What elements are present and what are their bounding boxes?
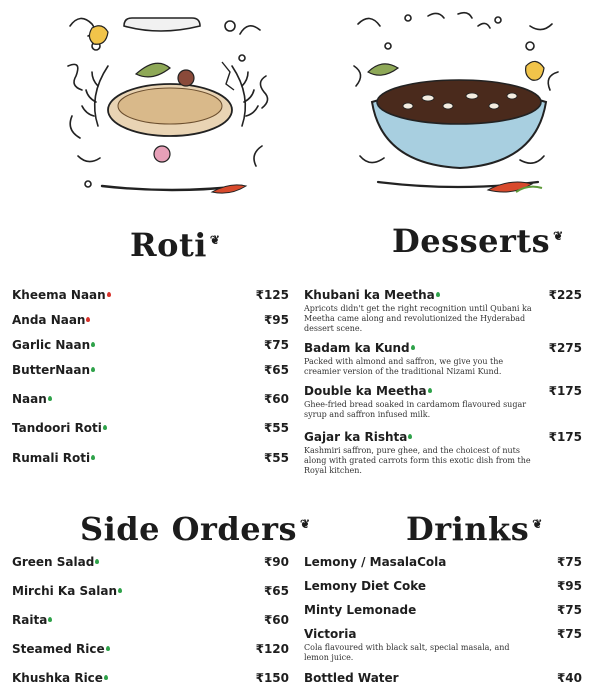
nonveg-indicator-icon (107, 292, 111, 297)
item-price: ₹60 (263, 613, 289, 627)
item-price: ₹75 (556, 555, 582, 569)
menu-item (12, 392, 289, 408)
leaf-flourish-icon: ❦ (553, 229, 564, 244)
veg-indicator-icon (95, 559, 99, 564)
item-name: Gajar ka Rishta (304, 430, 408, 444)
menu-item (12, 555, 289, 571)
veg-indicator-icon (104, 675, 108, 680)
item-price: ₹55 (263, 451, 289, 465)
veg-indicator-icon (106, 646, 110, 651)
section-title-drinks (406, 510, 543, 548)
veg-indicator-icon (91, 455, 95, 460)
veg-indicator-icon (91, 367, 95, 372)
menu-item (12, 338, 289, 354)
menu-item (12, 584, 289, 600)
veg-indicator-icon (48, 396, 52, 401)
item-price: ₹65 (263, 363, 289, 377)
item-price: ₹75 (556, 627, 582, 641)
item-name: Mirchi Ka Salan (12, 584, 117, 598)
menu-item (12, 313, 289, 329)
veg-indicator-icon (48, 617, 52, 622)
item-name: Kheema Naan (12, 288, 106, 302)
menu-item (304, 627, 582, 675)
item-description: Cola flavoured with black salt, special masala, and lemon juice. (304, 643, 510, 662)
veg-indicator-icon (428, 388, 432, 393)
item-name: Double ka Meetha (304, 384, 427, 398)
section-title-text: Desserts (392, 222, 551, 260)
item-name: Badam ka Kund (304, 341, 410, 355)
item-price: ₹275 (548, 341, 582, 355)
item-price: ₹40 (556, 671, 582, 685)
section-title-side-orders (80, 510, 311, 548)
veg-indicator-icon (411, 345, 415, 350)
veg-indicator-icon (91, 342, 95, 347)
section-title-text: Drinks (406, 510, 530, 548)
menu-item (12, 451, 289, 467)
section-title-desserts (392, 222, 564, 260)
veg-indicator-icon (103, 425, 107, 430)
item-price: ₹95 (263, 313, 289, 327)
item-price: ₹95 (556, 579, 582, 593)
menu-item (304, 671, 582, 687)
veg-indicator-icon (408, 434, 412, 439)
item-name: Minty Lemonade (304, 603, 417, 617)
menu-item (12, 642, 289, 658)
veg-indicator-icon (436, 292, 440, 297)
item-name: Lemony / MasalaCola (304, 555, 447, 569)
item-name: Naan (12, 392, 47, 406)
item-price: ₹60 (263, 392, 289, 406)
item-name: Green Salad (12, 555, 95, 569)
menu-item (12, 363, 289, 379)
item-price: ₹175 (548, 430, 582, 444)
item-description: Kashmiri saffron, pure ghee, and the choicest of nuts along with grated carrots form this exotic dish from the Royal kitchen. (304, 446, 531, 475)
leaf-flourish-icon: ❦ (299, 517, 311, 532)
item-price: ₹120 (255, 642, 289, 656)
item-price: ₹55 (263, 421, 289, 435)
item-name: Rumali Roti (12, 451, 91, 465)
item-price: ₹175 (548, 384, 582, 398)
menu-item (304, 384, 582, 432)
menu-item (12, 613, 289, 629)
item-name: Raita (12, 613, 48, 627)
section-title-text: Side Orders (80, 510, 297, 548)
menu-item (304, 430, 582, 478)
item-name: Victoria (304, 627, 357, 641)
item-name: Steamed Rice (12, 642, 105, 656)
curry-bowl-illustration (348, 6, 568, 202)
item-price: ₹150 (255, 671, 289, 685)
item-price: ₹225 (548, 288, 582, 302)
menu-item (12, 421, 289, 437)
menu-item (304, 288, 582, 336)
menu-item (304, 341, 582, 389)
item-name: Garlic Naan (12, 338, 91, 352)
item-name: Tandoori Roti (12, 421, 102, 435)
item-price: ₹125 (255, 288, 289, 302)
menu-item (12, 288, 289, 304)
item-price: ₹90 (263, 555, 289, 569)
section-title-text: Roti (130, 226, 207, 264)
item-name: ButterNaan (12, 363, 90, 377)
item-name: Bottled Water (304, 671, 399, 685)
nonveg-indicator-icon (86, 317, 90, 322)
menu-item (304, 555, 582, 571)
menu-item (304, 603, 582, 619)
item-name: Khubani ka Meetha (304, 288, 435, 302)
item-description: Packed with almond and saffron, we give you the creamier version of the traditional Nizami Kund. (304, 357, 504, 376)
menu-item (304, 579, 582, 595)
item-price: ₹75 (556, 603, 582, 617)
menu-item (12, 671, 289, 687)
item-price: ₹75 (263, 338, 289, 352)
section-title-roti (130, 226, 220, 264)
item-price: ₹65 (263, 584, 289, 598)
veg-indicator-icon (118, 588, 122, 593)
item-description: Apricots didn't get the right recognition until Qubani ka Meetha came along and revolutionized the Hyderabad dessert scene. (304, 304, 532, 333)
item-name: Lemony Diet Coke (304, 579, 427, 593)
leaf-flourish-icon: ❦ (532, 517, 543, 532)
item-name: Khushka Rice (12, 671, 103, 685)
roti-illustration (62, 6, 276, 202)
item-description: Ghee-fried bread soaked in cardamom flavoured sugar syrup and saffron infused milk. (304, 400, 527, 419)
leaf-flourish-icon: ❦ (209, 233, 221, 248)
item-name: Anda Naan (12, 313, 86, 327)
